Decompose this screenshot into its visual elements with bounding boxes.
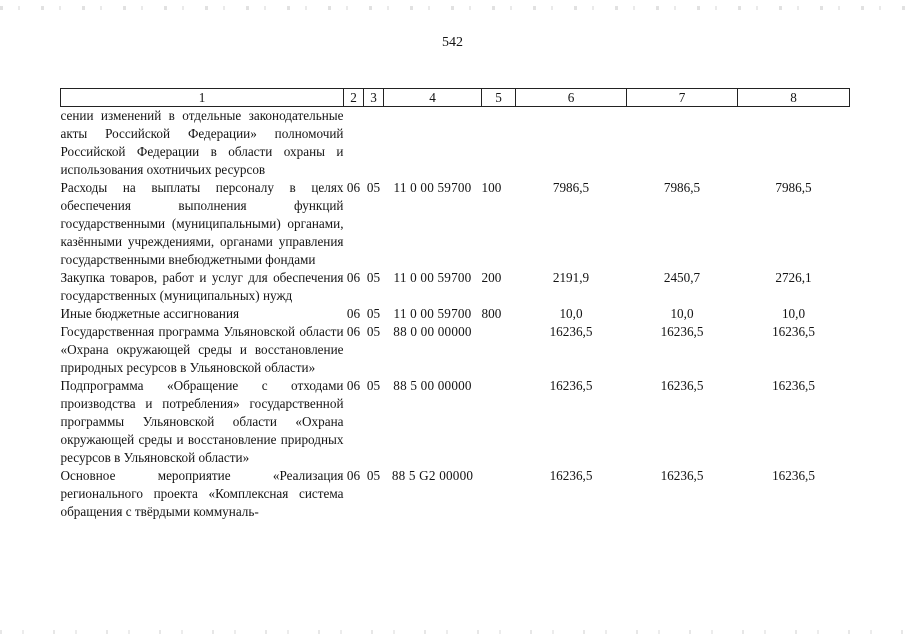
- cell-subsection: 05: [366, 468, 381, 483]
- row-description: Основное мероприятие «Реализация регионального проекта «Комплексная система обращения с твёрдыми коммуналь-: [60, 468, 344, 519]
- scan-artifact-top: [0, 6, 905, 10]
- row-description: Иные бюджетные ассигнования: [60, 306, 240, 321]
- budget-table: [60, 88, 850, 521]
- page-number: 542: [442, 35, 463, 50]
- cell-amount-6: 16236,5: [549, 324, 593, 339]
- cell-amount-8: 7986,5: [775, 180, 812, 195]
- cell-section: 06: [346, 468, 361, 483]
- cell-target-code: 88 5 00 00000: [393, 378, 472, 393]
- cell-amount-7: [627, 107, 738, 180]
- table-row: [61, 467, 850, 521]
- cell-expense-type: [482, 107, 516, 180]
- cell-section: [344, 107, 364, 180]
- column-header-5: 5: [482, 89, 516, 107]
- column-header-8: 8: [738, 89, 850, 107]
- cell-expense-type: 800: [481, 306, 502, 321]
- cell-target-code: [384, 107, 482, 180]
- cell-amount-8: 16236,5: [772, 468, 815, 483]
- table-row: [61, 305, 850, 323]
- cell-expense-type: [482, 323, 516, 377]
- column-header-1: 1: [61, 89, 344, 107]
- table-row: [61, 323, 850, 377]
- cell-expense-type: [482, 377, 516, 467]
- row-description: Государственная программа Ульяновской области «Охрана окружающей среды и восстановление природных ресурсов в Ульяновской области»: [60, 324, 344, 375]
- row-description: сении изменений в отдельные законодательные акты Российской Федерации» полномочий Российской Федерации в области охраны и использования охотничьих ресурсов: [60, 108, 344, 177]
- table-row: [61, 107, 850, 180]
- column-header-3: 3: [364, 89, 384, 107]
- cell-expense-type: 200: [481, 270, 502, 285]
- cell-expense-type: [482, 467, 516, 521]
- column-header-4: 4: [384, 89, 482, 107]
- cell-subsection: 05: [366, 306, 381, 321]
- cell-target-code: 11 0 00 59700: [393, 306, 472, 321]
- table-row: [61, 269, 850, 305]
- cell-section: 06: [346, 378, 361, 393]
- cell-amount-8: [738, 107, 850, 180]
- cell-amount-7: 16236,5: [660, 378, 704, 393]
- table-row: [61, 179, 850, 269]
- cell-amount-8: 16236,5: [772, 378, 815, 393]
- cell-amount-6: 7986,5: [552, 180, 590, 195]
- cell-expense-type: 100: [481, 180, 502, 195]
- cell-section: 06: [346, 180, 361, 195]
- cell-amount-7: 16236,5: [660, 324, 704, 339]
- row-description: Подпрограмма «Обращение с отходами производства и потребления» государственной программы Ульяновской области «Охрана окружающей среды и восстановление природных ресурсов в Ульяновской области»: [60, 378, 344, 465]
- cell-target-code: 11 0 00 59700: [393, 270, 472, 285]
- cell-subsection: 05: [366, 324, 381, 339]
- row-description: Расходы на выплаты персоналу в целях обеспечения выполнения функций государственными (муниципальными) органами, казёнными учреждениями, органами управления государственными внебюджетными фондами: [60, 180, 344, 267]
- column-header-2: 2: [344, 89, 364, 107]
- table-row: [61, 377, 850, 467]
- cell-amount-7: 2450,7: [663, 270, 701, 285]
- cell-amount-7: 10,0: [670, 306, 694, 321]
- cell-target-code: 88 0 00 00000: [393, 324, 472, 339]
- scan-artifact-bottom: [0, 630, 905, 634]
- cell-amount-6: 16236,5: [549, 468, 593, 483]
- cell-amount-6: 10,0: [559, 306, 583, 321]
- cell-amount-8: 2726,1: [775, 270, 812, 285]
- cell-target-code: 11 0 00 59700: [393, 180, 472, 195]
- cell-subsection: 05: [366, 270, 381, 285]
- cell-amount-7: 16236,5: [660, 468, 704, 483]
- header-row: [61, 89, 850, 107]
- cell-target-code: 88 5 G2 00000: [391, 468, 474, 483]
- cell-amount-7: 7986,5: [663, 180, 701, 195]
- cell-subsection: [364, 107, 384, 180]
- cell-subsection: 05: [366, 180, 381, 195]
- cell-amount-6: 16236,5: [549, 378, 593, 393]
- cell-amount-6: 2191,9: [552, 270, 590, 285]
- cell-section: 06: [346, 270, 361, 285]
- cell-amount-8: 16236,5: [772, 324, 815, 339]
- cell-section: 06: [346, 306, 361, 321]
- row-description: Закупка товаров, работ и услуг для обеспечения государственных (муниципальных) нужд: [60, 270, 344, 303]
- cell-subsection: 05: [366, 378, 381, 393]
- column-header-6: 6: [516, 89, 627, 107]
- column-header-7: 7: [627, 89, 738, 107]
- cell-amount-6: [516, 107, 627, 180]
- cell-amount-8: 10,0: [781, 306, 806, 321]
- cell-section: 06: [346, 324, 361, 339]
